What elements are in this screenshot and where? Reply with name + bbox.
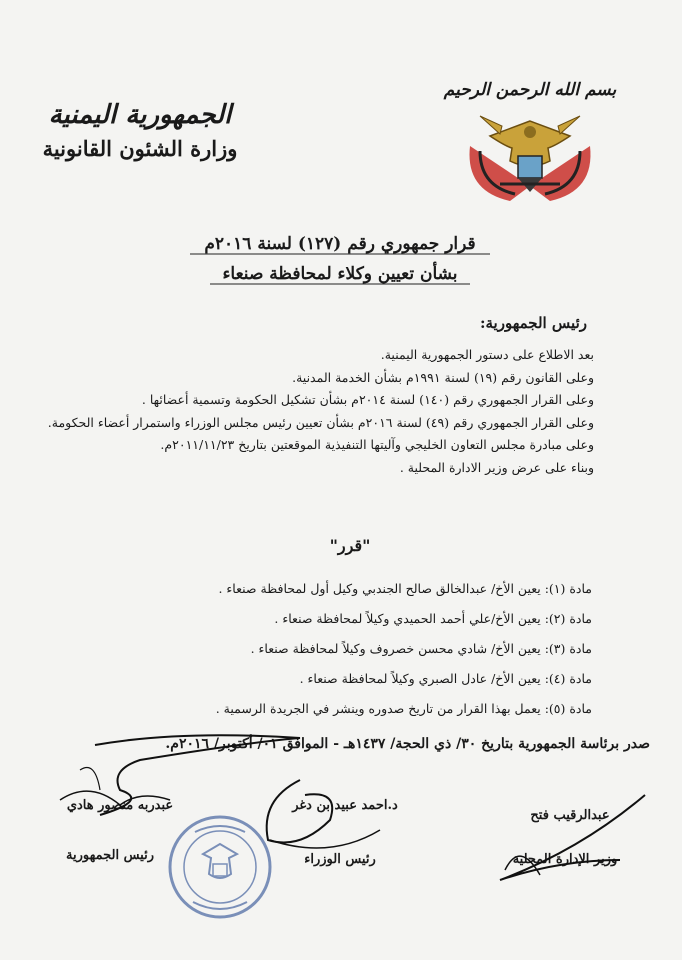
decree-label: "قرر" — [329, 536, 371, 555]
pm-signatory-title: رئيس الوزراء — [304, 852, 376, 867]
preamble-line: بعد الاطلاع على دستور الجمهورية اليمنية. — [380, 347, 594, 362]
president-label: رئيس الجمهورية: — [479, 314, 587, 332]
pm-signatory-name: د.احمد عبيد بن دغر — [292, 798, 398, 813]
article-item: مادة (١): يعين الأخ/ عبدالخالق صالح الجندبي وكيل أول لمحافظة صنعاء . — [218, 581, 592, 596]
article-item: مادة (٢): يعين الأخ/علي أحمد الحميدي وكيلاً لمحافظة صنعاء . — [274, 611, 592, 626]
minister-signatory-title: وزير الإدارة المحلية — [512, 852, 618, 867]
president-signatory-name: عبدربه منصور هادي — [66, 798, 174, 813]
decree-subject: بشأن تعيين وكلاء لمحافظة صنعاء — [222, 264, 458, 284]
preamble-line: وعلى القانون رقم (١٩) لسنة ١٩٩١م بشأن الخدمة المدنية. — [292, 369, 594, 385]
republic-name: الجمهورية اليمنية — [48, 100, 232, 130]
official-seal-icon — [165, 812, 275, 922]
preamble-line: وعلى مبادرة مجلس التعاون الخليجي وآليتها التنفيذية الموقعتين بتاريخ ٢٠١١/١١/٢٣م. — [160, 437, 594, 452]
yemen-emblem-icon — [450, 106, 610, 206]
ministry-name: وزارة الشئون القانونية — [42, 136, 238, 161]
president-signatory-title: رئيس الجمهورية — [66, 848, 154, 863]
preamble-line: وبناء على عرض وزير الادارة المحلية . — [399, 459, 594, 475]
article-item: مادة (٤): يعين الأخ/ عادل الصبري وكيلاً لمحافظة صنعاء . — [299, 671, 592, 686]
article-item: مادة (٥): يعمل بهذا القرار من تاريخ صدوره وينشر في الجريدة الرسمية . — [215, 701, 592, 716]
minister-signatory-name: عبدالرقيب فتح — [530, 808, 610, 823]
preamble-line: وعلى القرار الجمهوري رقم (١٤٠) لسنة ٢٠١٤م بشأن تشكيل الحكومة وتسمية أعضائها . — [141, 392, 594, 407]
preamble-line: وعلى القرار الجمهوري رقم (٤٩) لسنة ٢٠١٦م بشأن تعيين رئيس مجلس الوزراء واستمرار أعضاء الحكومة. — [47, 414, 594, 430]
article-item: مادة (٣): يعين الأخ/ شادي محسن خصروف وكيلاً لمحافظة صنعاء . — [250, 641, 592, 656]
issue-date-line: صدر برئاسة الجمهورية بتاريخ ٣٠/ ذي الحجة/ ١٤٣٧هـ - الموافق ٠١/ أكتوبر/ ٢٠١٦م. — [165, 736, 650, 752]
decree-title: قرار جمهوري رقم (١٢٧) لسنة ٢٠١٦م — [204, 234, 476, 254]
preamble — [34, 344, 594, 479]
letterhead — [40, 100, 240, 161]
basmala: بسم الله الرحمن الرحيم — [443, 80, 617, 100]
articles-list — [32, 574, 592, 724]
